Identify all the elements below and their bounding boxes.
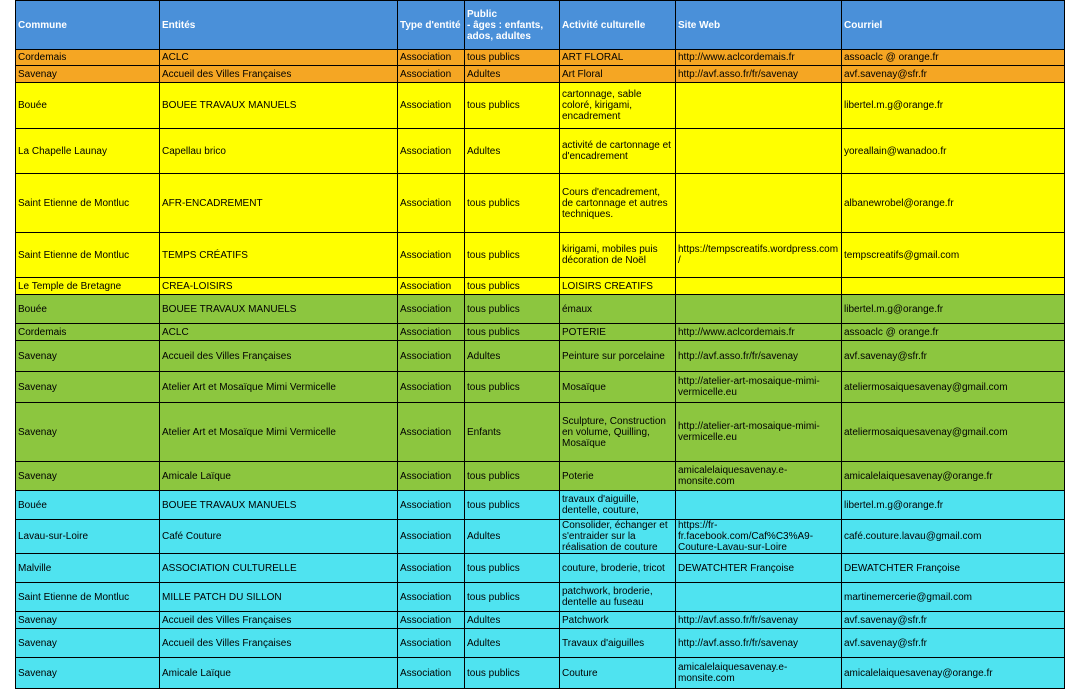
courriel-cell[interactable]: DEWATCHTER Françoise	[842, 554, 1065, 583]
courriel-cell[interactable]: assoaclc @ orange.fr	[842, 324, 1065, 341]
table-row	[16, 324, 1065, 341]
header-courriel: Courriel	[842, 1, 1065, 50]
public-cell: tous publics	[465, 233, 560, 278]
entite-cell: Accueil des Villes Françaises	[160, 612, 398, 629]
site-web-cell[interactable]	[676, 174, 842, 233]
table-row	[16, 491, 1065, 520]
site-web-cell[interactable]: http://avf.asso.fr/fr/savenay	[676, 629, 842, 658]
activite-cell: Art Floral	[560, 66, 676, 83]
header-type-entite: Type d'entité	[398, 1, 465, 50]
site-web-cell[interactable]	[676, 129, 842, 174]
entite-cell: CREA-LOISIRS	[160, 278, 398, 295]
type-cell: Association	[398, 341, 465, 372]
site-web-cell[interactable]	[676, 83, 842, 129]
commune-cell: Bouée	[16, 295, 160, 324]
table-row	[16, 554, 1065, 583]
table-row	[16, 372, 1065, 403]
activite-cell: POTERIE	[560, 324, 676, 341]
public-cell: tous publics	[465, 372, 560, 403]
activite-cell: Patchwork	[560, 612, 676, 629]
entite-cell: Accueil des Villes Françaises	[160, 341, 398, 372]
courriel-cell[interactable]: albanewrobel@orange.fr	[842, 174, 1065, 233]
entite-cell: ACLC	[160, 50, 398, 66]
public-cell: Adultes	[465, 66, 560, 83]
table-row	[16, 66, 1065, 83]
site-web-cell[interactable]: http://atelier-art-mosaique-mimi-vermicelle.eu	[676, 372, 842, 403]
activite-cell: patchwork, broderie, dentelle au fuseau	[560, 583, 676, 612]
public-cell: tous publics	[465, 491, 560, 520]
courriel-cell[interactable]: avf.savenay@sfr.fr	[842, 341, 1065, 372]
entite-cell: TEMPS CRÉATIFS	[160, 233, 398, 278]
entite-cell: MILLE PATCH DU SILLON	[160, 583, 398, 612]
table-row	[16, 462, 1065, 491]
activite-cell: kirigami, mobiles puis décoration de Noël	[560, 233, 676, 278]
entite-cell: Café Couture	[160, 520, 398, 554]
type-cell: Association	[398, 83, 465, 129]
type-cell: Association	[398, 233, 465, 278]
site-web-cell[interactable]: http://www.aclcordemais.fr	[676, 324, 842, 341]
type-cell: Association	[398, 629, 465, 658]
type-cell: Association	[398, 612, 465, 629]
activite-cell: Couture	[560, 658, 676, 689]
activite-cell: couture, broderie, tricot	[560, 554, 676, 583]
site-web-cell[interactable]: http://avf.asso.fr/fr/savenay	[676, 612, 842, 629]
commune-cell: Saint Etienne de Montluc	[16, 174, 160, 233]
courriel-cell[interactable]: avf.savenay@sfr.fr	[842, 66, 1065, 83]
activite-cell: émaux	[560, 295, 676, 324]
courriel-cell[interactable]	[842, 278, 1065, 295]
type-cell: Association	[398, 295, 465, 324]
header-site-web: Site Web	[676, 1, 842, 50]
activite-cell: travaux d'aiguille, dentelle, couture,	[560, 491, 676, 520]
courriel-cell[interactable]: ateliermosaiquesavenay@gmail.com	[842, 403, 1065, 462]
entite-cell: Accueil des Villes Françaises	[160, 629, 398, 658]
entite-cell: BOUEE TRAVAUX MANUELS	[160, 491, 398, 520]
commune-cell: Saint Etienne de Montluc	[16, 583, 160, 612]
courriel-cell[interactable]: libertel.m.g@orange.fr	[842, 83, 1065, 129]
type-cell: Association	[398, 658, 465, 689]
entite-cell: ASSOCIATION CULTURELLE	[160, 554, 398, 583]
commune-cell: Le Temple de Bretagne	[16, 278, 160, 295]
site-web-cell[interactable]: http://www.aclcordemais.fr	[676, 50, 842, 66]
type-cell: Association	[398, 174, 465, 233]
entite-cell: BOUEE TRAVAUX MANUELS	[160, 83, 398, 129]
entite-cell: ACLC	[160, 324, 398, 341]
public-cell: tous publics	[465, 174, 560, 233]
courriel-cell[interactable]: tempscreatifs@gmail.com	[842, 233, 1065, 278]
commune-cell: Savenay	[16, 612, 160, 629]
type-cell: Association	[398, 554, 465, 583]
site-web-cell[interactable]: amicalelaiquesavenay.e-monsite.com	[676, 658, 842, 689]
site-web-cell[interactable]: https://fr-fr.facebook.com/Caf%C3%A9-Couture-Lavau-sur-Loire	[676, 520, 842, 554]
table-row	[16, 583, 1065, 612]
entite-cell: Accueil des Villes Françaises	[160, 66, 398, 83]
public-cell: Enfants	[465, 403, 560, 462]
type-cell: Association	[398, 462, 465, 491]
public-cell: Adultes	[465, 629, 560, 658]
site-web-cell[interactable]	[676, 583, 842, 612]
activite-cell: Travaux d'aiguilles	[560, 629, 676, 658]
entite-cell: Atelier Art et Mosaïque Mimi Vermicelle	[160, 403, 398, 462]
header-entites: Entités	[160, 1, 398, 50]
site-web-cell[interactable]: amicalelaiquesavenay.e-monsite.com	[676, 462, 842, 491]
commune-cell: La Chapelle Launay	[16, 129, 160, 174]
site-web-cell[interactable]: http://atelier-art-mosaique-mimi-vermicelle.eu	[676, 403, 842, 462]
table-row	[16, 341, 1065, 372]
public-cell: tous publics	[465, 83, 560, 129]
public-cell: Adultes	[465, 520, 560, 554]
commune-cell: Savenay	[16, 403, 160, 462]
commune-cell: Saint Etienne de Montluc	[16, 233, 160, 278]
public-cell: Adultes	[465, 612, 560, 629]
commune-cell: Savenay	[16, 462, 160, 491]
site-web-cell[interactable]	[676, 278, 842, 295]
table-row	[16, 50, 1065, 66]
activite-cell: LOISIRS CREATIFS	[560, 278, 676, 295]
type-cell: Association	[398, 50, 465, 66]
courriel-cell[interactable]: avf.savenay@sfr.fr	[842, 629, 1065, 658]
type-cell: Association	[398, 583, 465, 612]
site-web-cell[interactable]: http://avf.asso.fr/fr/savenay	[676, 341, 842, 372]
commune-cell: Cordemais	[16, 324, 160, 341]
public-cell: tous publics	[465, 295, 560, 324]
type-cell: Association	[398, 403, 465, 462]
header-activite: Activité culturelle	[560, 1, 676, 50]
table-row	[16, 629, 1065, 658]
activite-cell: Mosaïque	[560, 372, 676, 403]
entite-cell: Amicale Laïque	[160, 658, 398, 689]
commune-cell: Bouée	[16, 491, 160, 520]
public-cell: Adultes	[465, 341, 560, 372]
commune-cell: Malville	[16, 554, 160, 583]
public-cell: tous publics	[465, 462, 560, 491]
site-web-cell[interactable]: http://avf.asso.fr/fr/savenay	[676, 66, 842, 83]
public-cell: tous publics	[465, 554, 560, 583]
commune-cell: Lavau-sur-Loire	[16, 520, 160, 554]
public-cell: tous publics	[465, 50, 560, 66]
entite-cell: BOUEE TRAVAUX MANUELS	[160, 295, 398, 324]
type-cell: Association	[398, 491, 465, 520]
public-cell: tous publics	[465, 324, 560, 341]
type-cell: Association	[398, 278, 465, 295]
activite-cell: Sculpture, Construction en volume, Quilling, Mosaïque	[560, 403, 676, 462]
type-cell: Association	[398, 129, 465, 174]
courriel-cell[interactable]: yoreallain@wanadoo.fr	[842, 129, 1065, 174]
courriel-cell[interactable]: amicalelaiquesavenay@orange.fr	[842, 462, 1065, 491]
table-row	[16, 612, 1065, 629]
table-row	[16, 83, 1065, 129]
courriel-cell[interactable]: martinemercerie@gmail.com	[842, 583, 1065, 612]
entite-cell: AFR-ENCADREMENT	[160, 174, 398, 233]
commune-cell: Savenay	[16, 341, 160, 372]
courriel-cell[interactable]: assoaclc @ orange.fr	[842, 50, 1065, 66]
type-cell: Association	[398, 520, 465, 554]
site-web-cell[interactable]: https://tempscreatifs.wordpress.com/	[676, 233, 842, 278]
activite-cell: Peinture sur porcelaine	[560, 341, 676, 372]
public-cell: tous publics	[465, 278, 560, 295]
courriel-cell[interactable]: libertel.m.g@orange.fr	[842, 491, 1065, 520]
table-row	[16, 129, 1065, 174]
header-commune: Commune	[16, 1, 160, 50]
public-cell: Adultes	[465, 129, 560, 174]
commune-cell: Cordemais	[16, 50, 160, 66]
courriel-cell[interactable]: libertel.m.g@orange.fr	[842, 295, 1065, 324]
site-web-cell[interactable]: DEWATCHTER Françoise	[676, 554, 842, 583]
header-row	[16, 1, 1065, 50]
table-row	[16, 520, 1065, 554]
courriel-cell[interactable]: café.couture.lavau@gmail.com	[842, 520, 1065, 554]
table-row	[16, 658, 1065, 689]
public-cell: tous publics	[465, 658, 560, 689]
table-row	[16, 174, 1065, 233]
entite-cell: Amicale Laïque	[160, 462, 398, 491]
entite-cell: Capellau brico	[160, 129, 398, 174]
table-row	[16, 403, 1065, 462]
commune-cell: Savenay	[16, 66, 160, 83]
site-web-cell[interactable]	[676, 491, 842, 520]
table-row	[16, 295, 1065, 324]
activite-cell: Cours d'encadrement, de cartonnage et autres techniques.	[560, 174, 676, 233]
header-public: Public - âges : enfants, ados, adultes	[465, 1, 560, 50]
type-cell: Association	[398, 66, 465, 83]
activite-cell: cartonnage, sable coloré, kirigami, encadrement	[560, 83, 676, 129]
commune-cell: Savenay	[16, 658, 160, 689]
courriel-cell[interactable]: avf.savenay@sfr.fr	[842, 612, 1065, 629]
activite-cell: Consolider, échanger et s'entraider sur la réalisation de couture	[560, 520, 676, 554]
commune-cell: Savenay	[16, 629, 160, 658]
commune-cell: Bouée	[16, 83, 160, 129]
entite-cell: Atelier Art et Mosaïque Mimi Vermicelle	[160, 372, 398, 403]
activite-cell: ART FLORAL	[560, 50, 676, 66]
site-web-cell[interactable]	[676, 295, 842, 324]
activite-cell: Poterie	[560, 462, 676, 491]
public-cell: tous publics	[465, 583, 560, 612]
table-row	[16, 233, 1065, 278]
courriel-cell[interactable]: amicalelaiquesavenay@orange.fr	[842, 658, 1065, 689]
type-cell: Association	[398, 324, 465, 341]
activite-cell: activité de cartonnage et d'encadrement	[560, 129, 676, 174]
table-row	[16, 278, 1065, 295]
directory-table	[15, 0, 1065, 689]
commune-cell: Savenay	[16, 372, 160, 403]
courriel-cell[interactable]: ateliermosaiquesavenay@gmail.com	[842, 372, 1065, 403]
type-cell: Association	[398, 372, 465, 403]
